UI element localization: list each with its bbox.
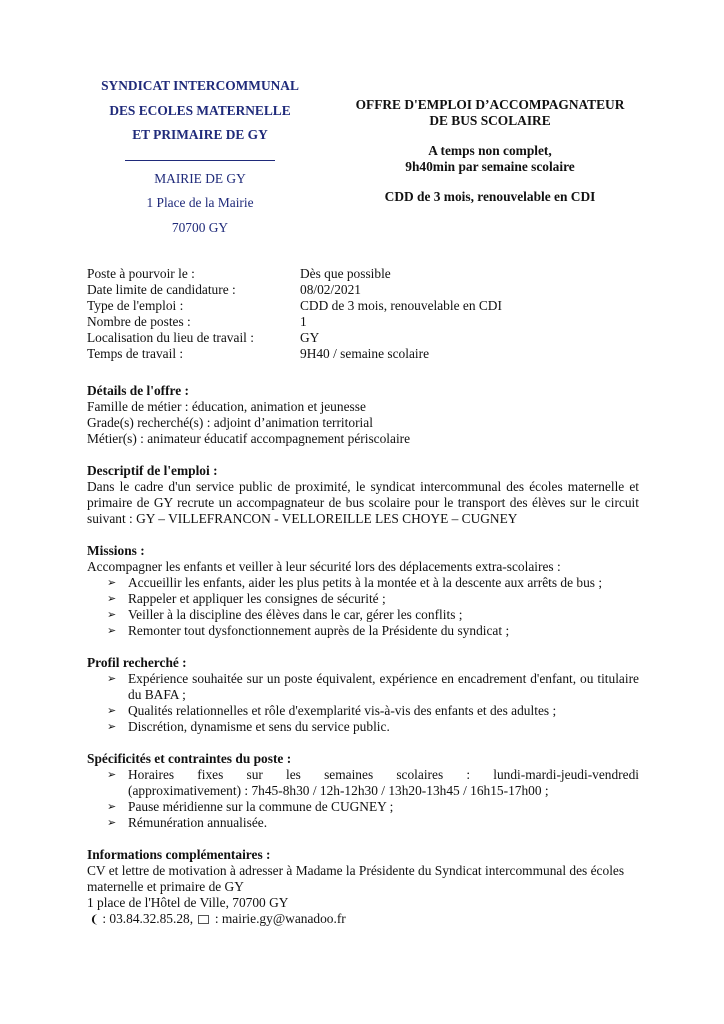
info-label: Date limite de candidature :	[87, 282, 236, 297]
offer-time-line-2: 9h40min par semaine scolaire	[405, 159, 575, 174]
offer-title-line-2: DE BUS SCOLAIRE	[429, 113, 551, 128]
missions-intro: Accompagner les enfants et veiller à leur sécurité lors des déplacements extra-scolaires :	[87, 559, 561, 574]
list-item	[87, 607, 639, 623]
infos-text: CV et lettre de motivation à adresser à Madame la Présidente du Syndicat intercommunal des écoles maternelle et primaire de GY	[87, 863, 625, 894]
info-value: 1	[300, 314, 307, 329]
info-row	[87, 298, 502, 314]
list-item	[87, 623, 639, 639]
horaires-line-1: Horaires fixes sur les semaines scolaires : lundi-mardi-jeudi-vendredi	[128, 767, 639, 782]
section-infos	[87, 847, 639, 928]
section-missions	[87, 543, 639, 639]
arrowhead-bullet-icon: ➢	[107, 593, 117, 605]
address-line-3: 70700 GY	[171, 219, 229, 235]
list-item-text: Veiller à la discipline des élèves dans le car, gérer les conflits ;	[128, 607, 463, 622]
list-item-text: Qualités relationnelles et rôle d'exemplarité vis-à-vis des enfants et des adultes ;	[128, 703, 557, 718]
section-heading: Missions :	[87, 543, 145, 558]
offer-time	[340, 143, 640, 175]
offer-header	[340, 97, 640, 219]
arrowhead-bullet-icon: ➢	[107, 801, 117, 813]
arrowhead-bullet-icon: ➢	[107, 817, 117, 829]
org-name-line-3: ET PRIMAIRE DE GY	[132, 127, 268, 142]
list-item	[87, 767, 639, 799]
offer-title-line-1: OFFRE D'EMPLOI D’ACCOMPAGNATEUR	[355, 97, 625, 112]
section-heading: Descriptif de l'emploi :	[87, 463, 218, 478]
arrowhead-bullet-icon: ➢	[107, 721, 117, 733]
email-address[interactable]: : mairie.gy@wanadoo.fr	[214, 911, 346, 926]
offer-time-line-1: A temps non complet,	[428, 143, 552, 158]
section-specificites	[87, 751, 639, 831]
list-item-text: Accueillir les enfants, aider les plus petits à la montée et à la descente aux arrêts de bus ;	[128, 575, 603, 590]
address-line-1: MAIRIE DE GY	[154, 170, 246, 186]
job-info-table	[87, 266, 502, 362]
profil-list	[87, 671, 639, 735]
info-value: 08/02/2021	[300, 282, 362, 297]
section-profil	[87, 655, 639, 735]
envelope-icon	[198, 915, 209, 924]
list-item	[87, 575, 639, 591]
info-label: Type de l'emploi :	[87, 298, 184, 313]
info-label: Localisation du lieu de travail :	[87, 330, 254, 345]
info-value: GY	[300, 330, 320, 345]
details-line: Grade(s) recherché(s) : adjoint d’animation territorial	[87, 415, 373, 430]
section-heading: Informations complémentaires :	[87, 847, 271, 862]
section-heading: Profil recherché :	[87, 655, 187, 670]
info-row	[87, 314, 502, 330]
phone-number: : 03.84.32.85.28,	[102, 911, 194, 926]
org-name-line-2: DES ECOLES MATERNELLE	[109, 102, 291, 118]
letterhead	[62, 74, 338, 240]
list-item-text: Rappeler et appliquer les consignes de sécurité ;	[128, 591, 386, 606]
arrowhead-bullet-icon: ➢	[107, 609, 117, 621]
list-item	[87, 703, 639, 719]
info-label: Nombre de postes :	[87, 314, 191, 329]
list-item	[87, 719, 639, 735]
specificites-list	[87, 767, 639, 831]
info-row	[87, 346, 502, 362]
info-row	[87, 282, 502, 298]
info-row	[87, 266, 502, 282]
section-heading: Spécificités et contraintes du poste :	[87, 751, 292, 766]
list-item-text: Pause méridienne sur la commune de CUGNEY ;	[128, 799, 394, 814]
arrowhead-bullet-icon: ➢	[107, 625, 117, 637]
offer-body	[87, 383, 639, 944]
descriptif-text: Dans le cadre d'un service public de proximité, le syndicat intercommunal des écoles maternelle et primaire de GY recrute un accompagnateur de bus scolaire pour le transport des élèves sur le circuit suivant : GY – VILLEFRANCON - VELLOREILLE LES CHOYE – CUGNEY	[87, 479, 639, 526]
org-name-line-1: SYNDICAT INTERCOMMUNAL	[101, 78, 299, 93]
info-label: Temps de travail :	[87, 346, 184, 361]
details-line: Métier(s) : animateur éducatif accompagnement périscolaire	[87, 431, 411, 446]
arrowhead-bullet-icon: ➢	[107, 769, 117, 781]
list-item	[87, 591, 639, 607]
list-item-text: Rémunération annualisée.	[128, 815, 268, 830]
section-details	[87, 383, 639, 447]
info-value: 9H40 / semaine scolaire	[300, 346, 430, 361]
list-item	[87, 671, 639, 703]
arrowhead-bullet-icon: ➢	[107, 577, 117, 589]
list-item-text: Discrétion, dynamisme et sens du service public.	[128, 719, 390, 734]
info-value: CDD de 3 mois, renouvelable en CDI	[300, 298, 502, 313]
section-descriptif	[87, 463, 639, 527]
horaires-line-2: (approximativement) : 7h45-8h30 / 12h-12h30 / 13h20-13h45 / 16h15-17h00 ;	[128, 783, 549, 798]
offer-title	[340, 97, 640, 129]
address-line-2: 1 Place de la Mairie	[146, 195, 254, 210]
infos-address: 1 place de l'Hôtel de Ville, 70700 GY	[87, 895, 289, 910]
list-item-text: Remonter tout dysfonctionnement auprès de la Présidente du syndicat ;	[128, 623, 510, 638]
arrowhead-bullet-icon: ➢	[107, 705, 117, 717]
phone-icon: ❨	[87, 914, 99, 926]
list-item	[87, 815, 639, 831]
info-row	[87, 330, 502, 346]
letterhead-divider	[125, 160, 275, 161]
list-item	[87, 799, 639, 815]
details-line: Famille de métier : éducation, animation et jeunesse	[87, 399, 366, 414]
info-value: Dès que possible	[300, 266, 391, 281]
missions-list	[87, 575, 639, 639]
info-label: Poste à pourvoir le :	[87, 266, 195, 281]
arrowhead-bullet-icon: ➢	[107, 673, 117, 685]
list-item-text: Expérience souhaitée sur un poste équivalent, expérience en encadrement d'enfant, ou titulaire du BAFA ;	[128, 671, 639, 702]
offer-contract: CDD de 3 mois, renouvelable en CDI	[384, 189, 596, 204]
section-heading: Détails de l'offre :	[87, 383, 190, 398]
contact-line	[87, 911, 639, 928]
